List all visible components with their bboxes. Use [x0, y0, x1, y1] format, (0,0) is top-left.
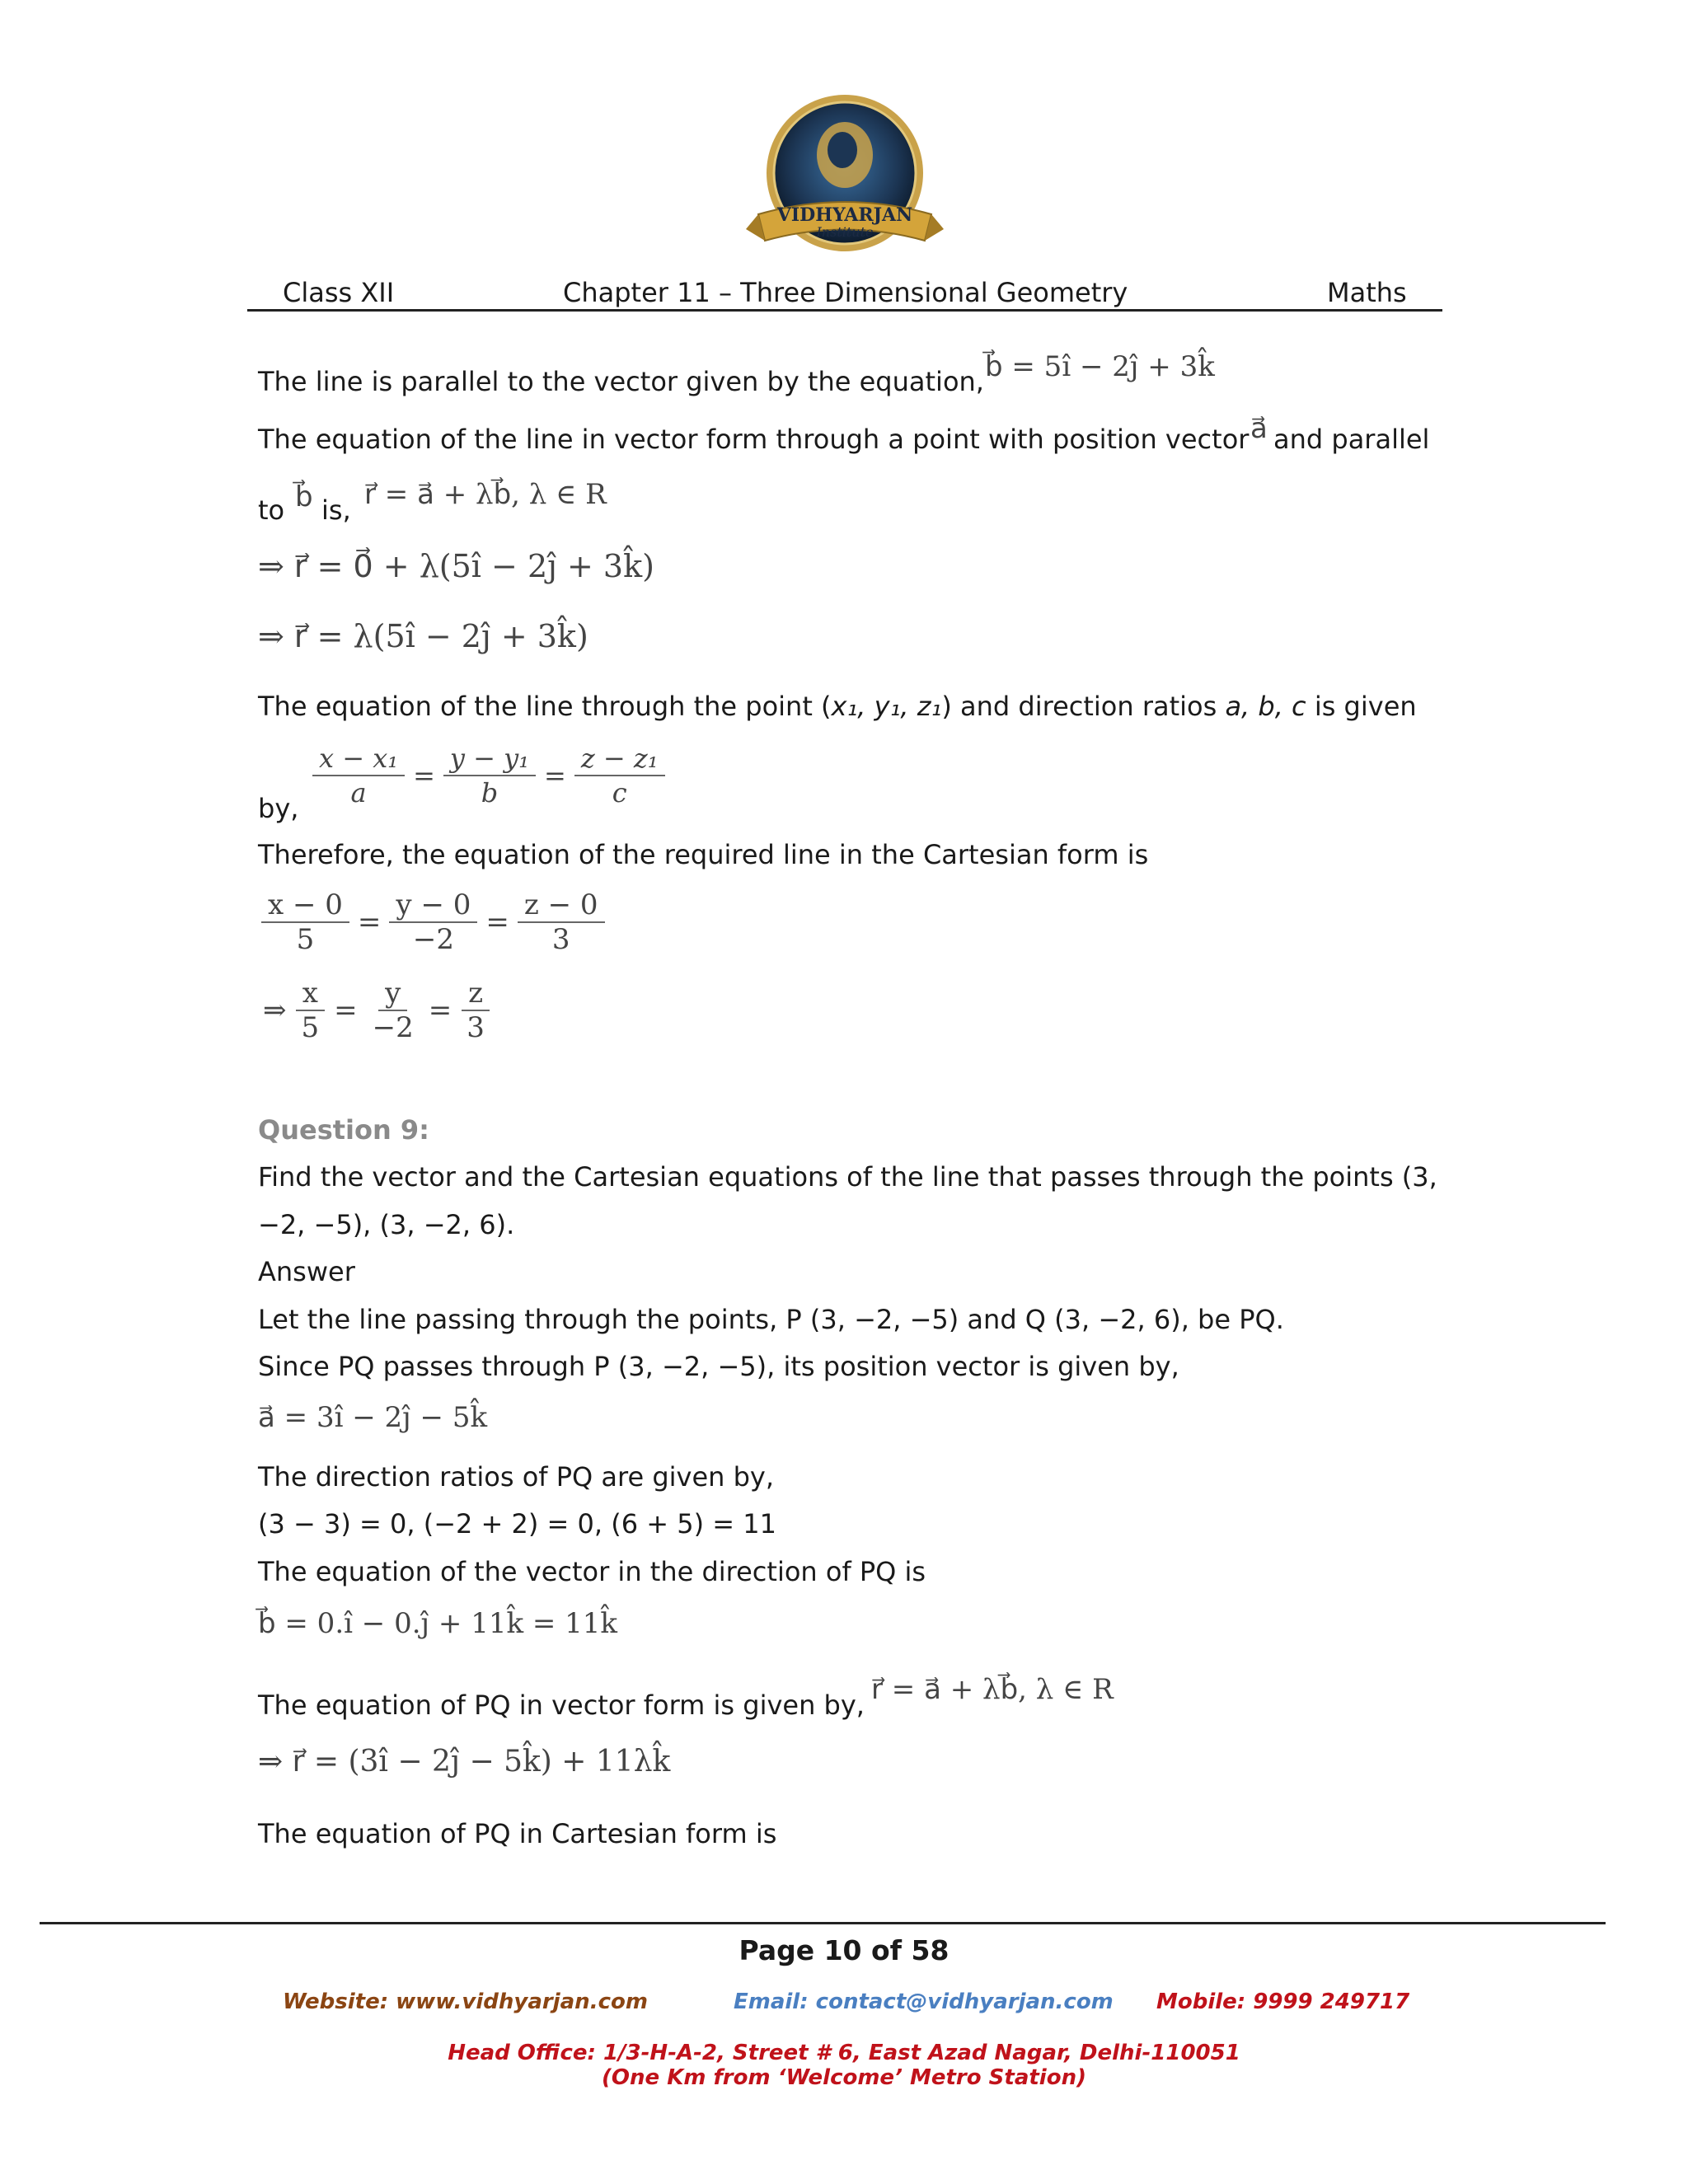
footer-email: Email: contact@vidhyarjan.com [734, 1990, 1114, 2014]
footer-office-address: Head Office: 1/3-H-A-2, Street # 6, East Azad Nagar, Delhi-110051 [448, 2041, 1240, 2065]
answer-label: Answer [258, 1256, 355, 1287]
fraction: $\frac{z}{3}$ [460, 977, 491, 1044]
text-segment: The equation of the line through the point ( [258, 691, 832, 722]
direction-ratios: a, b, c [1225, 691, 1306, 722]
equation: r⃗ = a⃗ + λb⃗, λ ∈ R [871, 1673, 1114, 1706]
equation: ⇒ r⃗ = (3î − 2ĵ − 5k̂) + 11λk̂ [258, 1745, 671, 1779]
fraction: $\frac{z - 0}{3}$ [518, 888, 605, 956]
text-segment: ) and direction ratios [941, 691, 1217, 722]
question-text: −2, −5), (3, −2, 6). [258, 1209, 515, 1240]
fraction: $\frac{y}{-2}$ [372, 977, 414, 1044]
text-line: is, [321, 494, 351, 526]
footer-divider [40, 1922, 1606, 1924]
text-line: to [258, 494, 285, 526]
logo-text-sub: Institute [816, 224, 874, 240]
footer-mobile: Mobile: 9999 249717 [1156, 1990, 1410, 2014]
institute-logo [742, 91, 948, 272]
text-line: Let the line passing through the points, P (3, −2, −5) and Q (3, −2, 6), be PQ. [258, 1304, 1284, 1335]
text-line: The equation of the line in vector form through a point with position vector [258, 424, 1250, 455]
text-segment: is given [1314, 691, 1417, 722]
text-line: by, [258, 793, 299, 824]
header-chapter: Chapter 11 – Three Dimensional Geometry [563, 277, 1128, 308]
equation: ⇒ r⃗ = 0⃗ + λ(5î − 2ĵ + 3k̂) [258, 548, 654, 584]
fraction: $\frac{x}{5}$ [295, 977, 326, 1044]
equation: b⃗ = 0.î − 0.ĵ + 11k̂ = 11k̂ [258, 1607, 618, 1640]
text-line: and parallel [1273, 424, 1430, 455]
fraction: $\frac{x - 0}{5}$ [261, 888, 349, 956]
equation: a⃗ [1250, 412, 1268, 445]
footer-office-landmark: (One Km from ‘Welcome’ Metro Station) [602, 2065, 1086, 2090]
equation: b⃗ = 5î − 2ĵ + 3k̂ [985, 350, 1215, 383]
question-text: Find the vector and the Cartesian equations of the line that passes through the points (3, [258, 1161, 1437, 1193]
text-line: The direction ratios of PQ are given by, [258, 1461, 775, 1493]
text-line: The equation of PQ in Cartesian form is [258, 1818, 777, 1849]
cartesian-equation-simplified: ⇒ $\frac{x}{5}$ = $\frac{y}{-2}$ = $\frac{z}{3}$ [258, 977, 495, 1044]
fraction: $\frac{\text{z − z₁}}{c}$ [574, 742, 665, 809]
text-line: Since PQ passes through P (3, −2, −5), its position vector is given by, [258, 1351, 1179, 1382]
cartesian-general-equation: $\frac{\text{x − x₁}}{a}$ = $\frac{\text{y − y₁}}{b}$ = $\frac{\text{z − z₁}}{c}$ [309, 742, 668, 809]
text-line: The equation of the vector in the direction of PQ is [258, 1556, 926, 1587]
point-coords: x₁, y₁, z₁ [831, 691, 942, 722]
equation: b⃗ [295, 480, 313, 513]
question-heading: Question 9: [258, 1114, 429, 1146]
text-line [258, 690, 1417, 723]
fraction: $\frac{y - 0}{-2}$ [389, 888, 477, 956]
text-line: The equation of PQ in vector form is given by, [258, 1690, 865, 1721]
header-class: Class XII [283, 277, 395, 308]
fraction: $\frac{\text{y − y₁}}{b}$ [443, 742, 536, 809]
page-number: Page 10 of 58 [738, 1934, 950, 1966]
logo-text-main: VIDHYARJAN [776, 204, 913, 226]
text-line: The line is parallel to the vector given by the equation, [258, 366, 984, 397]
header-subject: Maths [1327, 277, 1407, 308]
fraction: $\frac{\text{x − x₁}}{a}$ [312, 742, 405, 809]
cartesian-equation: $\frac{x - 0}{5}$ = $\frac{y - 0}{-2}$ = $\frac{z - 0}{3}$ [258, 888, 608, 956]
text-line: (3 − 3) = 0, (−2 + 2) = 0, (6 + 5) = 11 [258, 1508, 776, 1540]
equation: r⃗ = a⃗ + λb⃗, λ ∈ R [364, 478, 607, 511]
equation: a⃗ = 3î − 2ĵ − 5k̂ [258, 1401, 488, 1434]
text-line: Therefore, the equation of the required line in the Cartesian form is [258, 839, 1149, 870]
equation: ⇒ r⃗ = λ(5î − 2ĵ + 3k̂) [258, 618, 588, 654]
header-divider [247, 309, 1442, 312]
footer-website: Website: www.vidhyarjan.com [283, 1990, 648, 2014]
